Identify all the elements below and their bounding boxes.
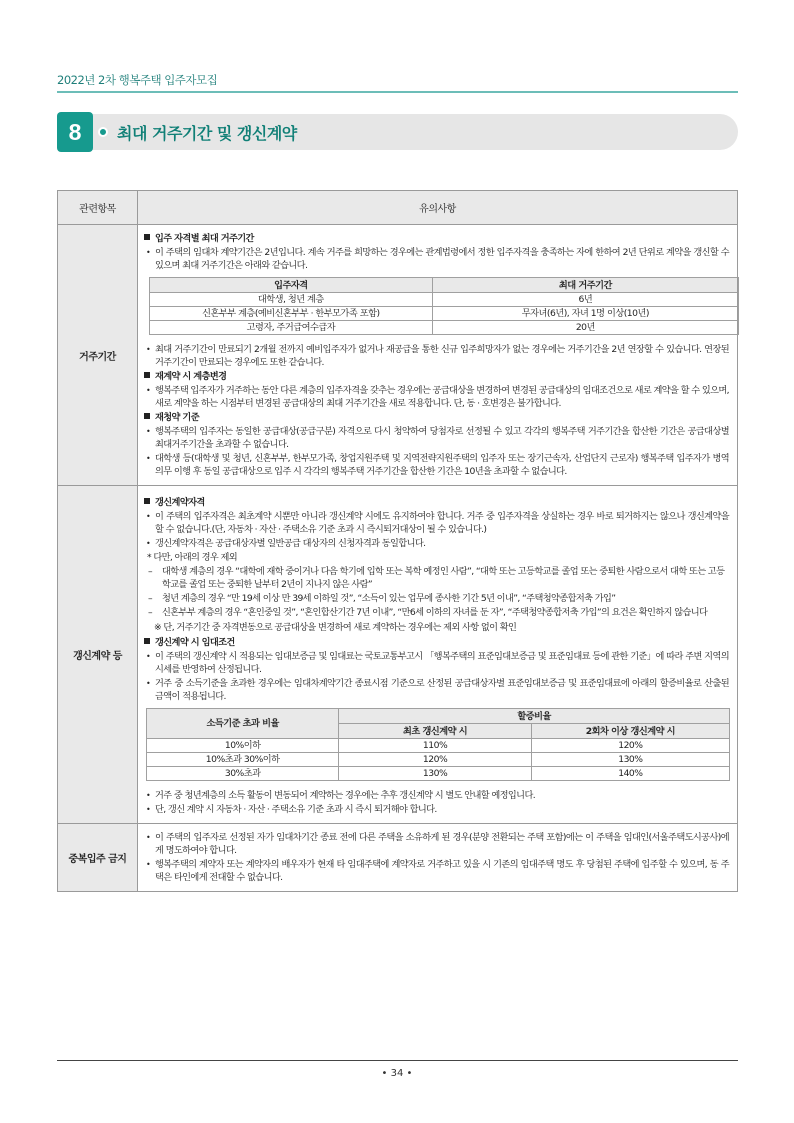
table-cell: 20년 [432, 321, 738, 335]
table-cell: 10%초과 30%이하 [147, 753, 339, 767]
table-cell: 30%초과 [147, 767, 339, 781]
bullet-text: • 이 주택의 임대차 계약기간은 2년입니다. 계속 거주를 희망하는 경우에는 관계법령에서 정한 입주자격을 충족하는 자에 한하여 2년 단위로 계약을 갱신할 수 있으며 최대 거주기간은 아래와 같습니다. [144, 246, 729, 272]
section-dot-icon [98, 127, 108, 137]
table-cell: 대학생, 청년 계층 [150, 293, 433, 307]
subheading: 재계약 시 계층변경 [144, 370, 729, 383]
bullet-text: • 이 주택의 입주자로 선정된 자가 임대차기간 종료 전에 다른 주택을 소유하게 된 경우(분양 전환되는 주택 포함)에는 이 주택을 임대인(서울주택도시공사)에게 명도하여야 합니다. [144, 831, 729, 857]
bullet-text: • 이 주택의 갱신계약 시 적용되는 임대보증금 및 임대료는 국토교통부고시 「행복주택의 표준임대보증금 및 표준임대료 등에 관한 기준」에 따라 주변 지역의 시세를 반영하여 산정됩니다. [144, 650, 729, 676]
bullet-text: • 이 주택의 입주자격은 최초계약 시뿐만 아니라 갱신계약 시에도 유지하여야 합니다. 거주 중 입주자격을 상실하는 경우 바로 퇴거하지는 않으나 갱신계약을 할 수 없습니다.(단, 자동차 · 자산 · 주택소유 기준 초과 시 즉시퇴거대상이 될 수 있습니다.) [144, 510, 729, 536]
table-cell: 130% [339, 767, 531, 781]
table-cell: 무자녀(6년), 자녀 1명 이상(10년) [432, 307, 738, 321]
residence-content [138, 225, 738, 486]
square-bullet-icon [144, 413, 150, 419]
table-row [147, 767, 730, 781]
table-cell: 고령자, 주거급여수급자 [150, 321, 433, 335]
section-number: 8 [57, 112, 93, 152]
inner-header: 최초 갱신계약 시 [339, 724, 531, 739]
table-cell: 140% [531, 767, 729, 781]
subheading: 재청약 기준 [144, 411, 729, 424]
table-row-residence [58, 225, 738, 486]
bullet-text: • 거주 중 청년계층의 소득 활동이 변동되어 계약하는 경우에는 추후 갱신계약 시 별도 안내할 예정입니다. [144, 789, 729, 802]
footer-divider [57, 1060, 738, 1061]
renewal-content [138, 486, 738, 824]
table-row [147, 739, 730, 753]
exception-note: * 다만, 아래의 경우 제외 [147, 552, 238, 563]
table-cell: 신혼부부 계층(예비신혼부부 · 한부모가족 포함) [150, 307, 433, 321]
dash-item: – 신혼부부 계층의 경우 “혼인중일 것”, “혼인합산기간 7년 이내”, “만6세 이하의 자녀를 둔 자”, “주택청약종합저축 가입”의 요건은 확인하지 않습니다 [148, 607, 708, 618]
duplicate-ban-content [138, 824, 738, 892]
inner-header: 2회차 이상 갱신계약 시 [531, 724, 729, 739]
inner-header: 할증비율 [339, 709, 730, 724]
table-header-row [58, 191, 738, 225]
dash-item: – 청년 계층의 경우 “만 19세 이상 만 39세 이하일 것”, “소득이 있는 업무에 종사한 기간 5년 이내”, “주택청약종합저축 가입” [148, 593, 616, 604]
bullet-text: • 거주 중 소득기준을 초과한 경우에는 임대차계약기간 종료시점 기준으로 산정된 공급대상자별 표준임대보증금 및 표준임대료에 아래의 할증비율로 산출된 금액이 적용됩니다. [144, 677, 729, 703]
table-row [150, 293, 739, 307]
bullet-text: • 대학생 등(대학생 및 청년, 신혼부부, 한부모가족, 창업지원주택 및 지역전략지원주택의 입주자 또는 장기근속자, 산업단지 근로자) 행복주택 입주자가 병역 의무 이행 후 동일 공급대상으로 입주 시 각각의 행복주택 거주기간을 합산한 기간은 10년을 초과할 수 없습니다. [144, 452, 729, 478]
category-residence: 거주기간 [58, 225, 138, 486]
page-number: • 34 • [381, 1068, 413, 1079]
max-period-table [149, 277, 739, 335]
inner-header: 소득기준 초과 비율 [147, 709, 339, 739]
inner-header: 최대 거주기간 [432, 278, 738, 293]
square-bullet-icon [144, 638, 150, 644]
reference-note: ※ 단, 거주기간 중 자격변동으로 공급대상을 변경하여 새로 계약하는 경우에는 제외 사항 없이 확인 [154, 622, 517, 633]
category-renewal: 갱신계약 등 [58, 486, 138, 824]
column-header-notes: 유의사항 [138, 191, 738, 225]
table-row-duplicate-ban [58, 824, 738, 892]
subheading: 갱신계약 시 임대조건 [144, 636, 729, 649]
table-cell: 110% [339, 739, 531, 753]
bullet-text: • 행복주택의 입주자는 동일한 공급대상(공급구분) 자격으로 다시 청약하여 당첨자로 선정될 수 있고 각각의 행복주택 거주기간을 합산한 기간은 공급대상별 최대거주기간을 초과할 수 없습니다. [144, 425, 729, 451]
table-cell: 120% [531, 739, 729, 753]
table-cell: 10%이하 [147, 739, 339, 753]
table-cell: 130% [531, 753, 729, 767]
notice-table [57, 190, 738, 892]
dash-item: – 대학생 계층의 경우 “대학에 재학 중이거나 다음 학기에 입학 또는 복학 예정인 사람”, “대학 또는 고등학교를 졸업 또는 중퇴한 사람으로서 대학 또는 고등학교를 졸업 또는 중퇴한 날부터 2년이 지나지 않은 사람” [148, 566, 725, 590]
subheading: 입주 자격별 최대 거주기간 [144, 232, 729, 245]
bullet-text: • 최대 거주기간이 만료되기 2개월 전까지 예비입주자가 없거나 재공급을 통한 신규 입주희망자가 없는 경우에는 거주기간을 2년 연장할 수 있습니다. 연장된 거주기간이 만료되는 경우에도 또한 같습니다. [144, 343, 729, 369]
section-title-bar [57, 112, 738, 152]
column-header-category: 관련항목 [58, 191, 138, 225]
square-bullet-icon [144, 234, 150, 240]
square-bullet-icon [144, 498, 150, 504]
header-divider [57, 91, 738, 93]
table-row [150, 321, 739, 335]
category-duplicate-ban: 중복입주 금지 [58, 824, 138, 892]
bullet-text: • 행복주택 입주자가 거주하는 동안 다른 계층의 입주자격을 갖추는 경우에는 공급대상을 변경하여 변경된 공급대상의 임대조건으로 새로 계약을 할 수 있으며, 새로 계약을 하는 시점부터 변경된 공급대상의 최대 거주기간을 새로 적용합니다. 단, 동 · 호변경은 불가합니다. [144, 384, 729, 410]
bullet-text: • 갱신계약자격은 공급대상자별 일반공급 대상자의 신청자격과 동일합니다. [144, 537, 729, 550]
bullet-text: • 단, 갱신 계약 시 자동차 · 자산 · 주택소유 기준 초과 시 즉시 퇴거해야 합니다. [144, 803, 729, 816]
table-row [147, 753, 730, 767]
table-row [150, 307, 739, 321]
table-row-renewal [58, 486, 738, 824]
document-header: 2022년 2차 행복주택 입주자모집 [57, 73, 218, 87]
square-bullet-icon [144, 372, 150, 378]
table-cell: 120% [339, 753, 531, 767]
subheading: 갱신계약자격 [144, 496, 729, 509]
bullet-text: • 행복주택의 계약자 또는 계약자의 배우자가 현재 타 임대주택에 계약자로 거주하고 있을 시 기존의 임대주택 명도 후 당첨된 주택에 입주할 수 있으며, 동 주택은 타인에게 전대할 수 없습니다. [144, 858, 729, 884]
surcharge-table [146, 708, 730, 781]
section-title: 최대 거주기간 및 갱신계약 [117, 124, 297, 143]
table-cell: 6년 [432, 293, 738, 307]
inner-header: 입주자격 [150, 278, 433, 293]
